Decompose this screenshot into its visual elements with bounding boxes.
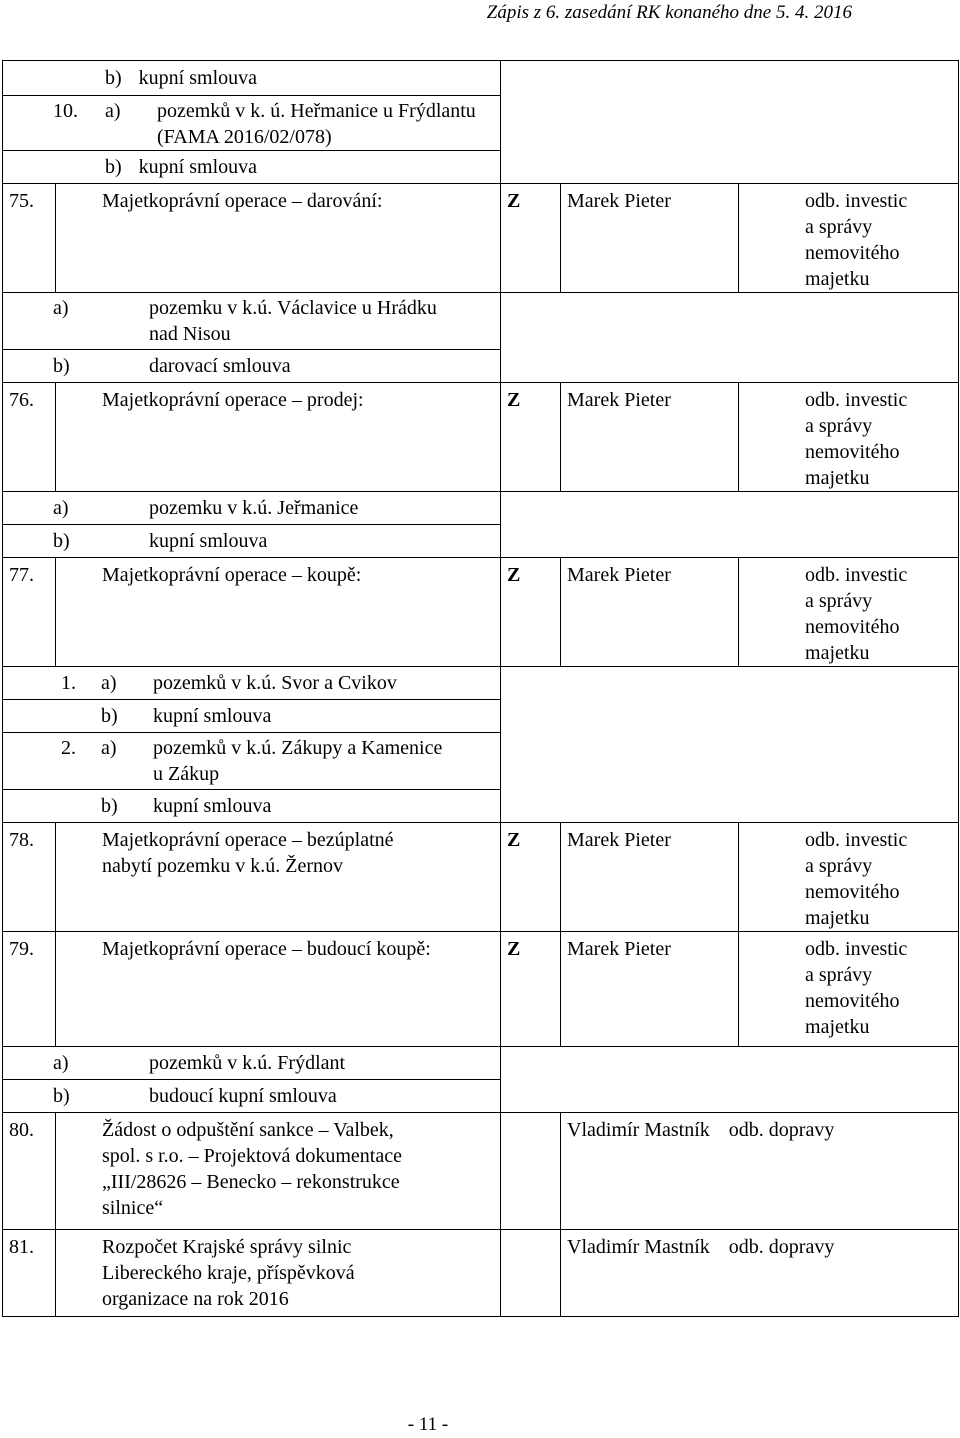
item-title: Majetkoprávní operace – prodej: [102, 389, 364, 411]
list-item: b) kupní smlouva [3, 790, 501, 823]
item-person: Marek Pieter [561, 184, 739, 293]
item-number: 75. [3, 184, 56, 293]
table-row [3, 700, 959, 733]
item-dept: odb. dopravy [728, 1119, 835, 1141]
agenda-item-81 [3, 1230, 959, 1317]
list-item: b) kupní smlouva [3, 151, 501, 184]
agenda-item-78 [3, 823, 959, 932]
item-title: Majetkoprávní operace – bezúplatné nabytí pozemku v k.ú. Žernov [102, 829, 394, 877]
item-title: Majetkoprávní operace – budoucí koupě: [102, 938, 431, 960]
list-item: b) budoucí kupní smlouva [3, 1080, 501, 1113]
item-person: Marek Pieter [561, 823, 739, 932]
table-row [3, 667, 959, 700]
list-item: a) pozemku v k.ú. Jeřmanice [3, 492, 501, 525]
item-dept: odb. investic a správy nemovitého majetku [739, 823, 959, 932]
table-row [3, 1047, 959, 1080]
item-mark: Z [501, 932, 561, 1047]
agenda-item-77 [3, 558, 959, 667]
item-title: Majetkoprávní operace – koupě: [102, 564, 362, 586]
list-item: a) pozemku v k.ú. Václavice u Hrádku nad Nisou [3, 293, 501, 350]
agenda-table [2, 60, 959, 1317]
page-header: Zápis z 6. zasedání RK konaného dne 5. 4. 2016 [486, 2, 852, 23]
list-item: b) kupní smlouva [3, 525, 501, 558]
item-number: 80. [3, 1113, 56, 1230]
item-person: Vladimír Mastník [567, 1236, 710, 1258]
table-row [3, 293, 959, 350]
item-number: 76. [3, 383, 56, 492]
item-title: Žádost o odpuštění sankce – Valbek, spol. s r.o. – Projektová dokumentace „III/28626 – Benecko – rekonstrukce silnice“ [102, 1119, 402, 1219]
table-row [3, 350, 959, 383]
page-number: - 11 - [407, 1414, 449, 1435]
table-row [3, 492, 959, 525]
table-row [3, 733, 959, 790]
item-title: Rozpočet Krajské správy silnic Libereckého kraje, příspěvková organizace na rok 2016 [102, 1236, 355, 1310]
item-mark: Z [501, 383, 561, 492]
item-dept: odb. investic a správy nemovitého majetku [739, 383, 959, 492]
table-row [3, 151, 959, 184]
item-person: Marek Pieter [561, 558, 739, 667]
list-item: a) pozemků v k.ú. Frýdlant [3, 1047, 501, 1080]
item-number: 77. [3, 558, 56, 667]
item-dept: odb. dopravy [728, 1236, 835, 1258]
list-item: b) kupní smlouva [3, 700, 501, 733]
agenda-item-75 [3, 184, 959, 293]
agenda-item-80 [3, 1113, 959, 1230]
table-row [3, 96, 959, 151]
item-number: 81. [3, 1230, 56, 1317]
item-person: Marek Pieter [561, 932, 739, 1047]
agenda-item-76 [3, 383, 959, 492]
item-person: Vladimír Mastník [567, 1119, 710, 1141]
item-number: 79. [3, 932, 56, 1047]
item-mark: Z [501, 823, 561, 932]
item-dept: odb. investic a správy nemovitého majetku [739, 184, 959, 293]
item-dept: odb. investic a správy nemovitého majetku [739, 932, 959, 1047]
list-item: 1. a) pozemků v k.ú. Svor a Cvikov [3, 667, 501, 700]
item-mark: Z [501, 558, 561, 667]
table-row [3, 525, 959, 558]
item-title: Majetkoprávní operace – darování: [102, 190, 383, 212]
item-person: Marek Pieter [561, 383, 739, 492]
list-item: 10. a) pozemků v k. ú. Heřmanice u Frýdlantu (FAMA 2016/02/078) [3, 96, 501, 151]
table-row [3, 790, 959, 823]
list-item: 2. a) pozemků v k.ú. Zákupy a Kamenice u Zákup [3, 733, 501, 790]
table-row [3, 61, 959, 96]
item-mark: Z [501, 184, 561, 293]
table-row [3, 1080, 959, 1113]
item-dept: odb. investic a správy nemovitého majetku [739, 558, 959, 667]
agenda-item-79 [3, 932, 959, 1047]
list-item: b) darovací smlouva [3, 350, 501, 383]
list-item: b) kupní smlouva [3, 61, 501, 96]
item-number: 78. [3, 823, 56, 932]
